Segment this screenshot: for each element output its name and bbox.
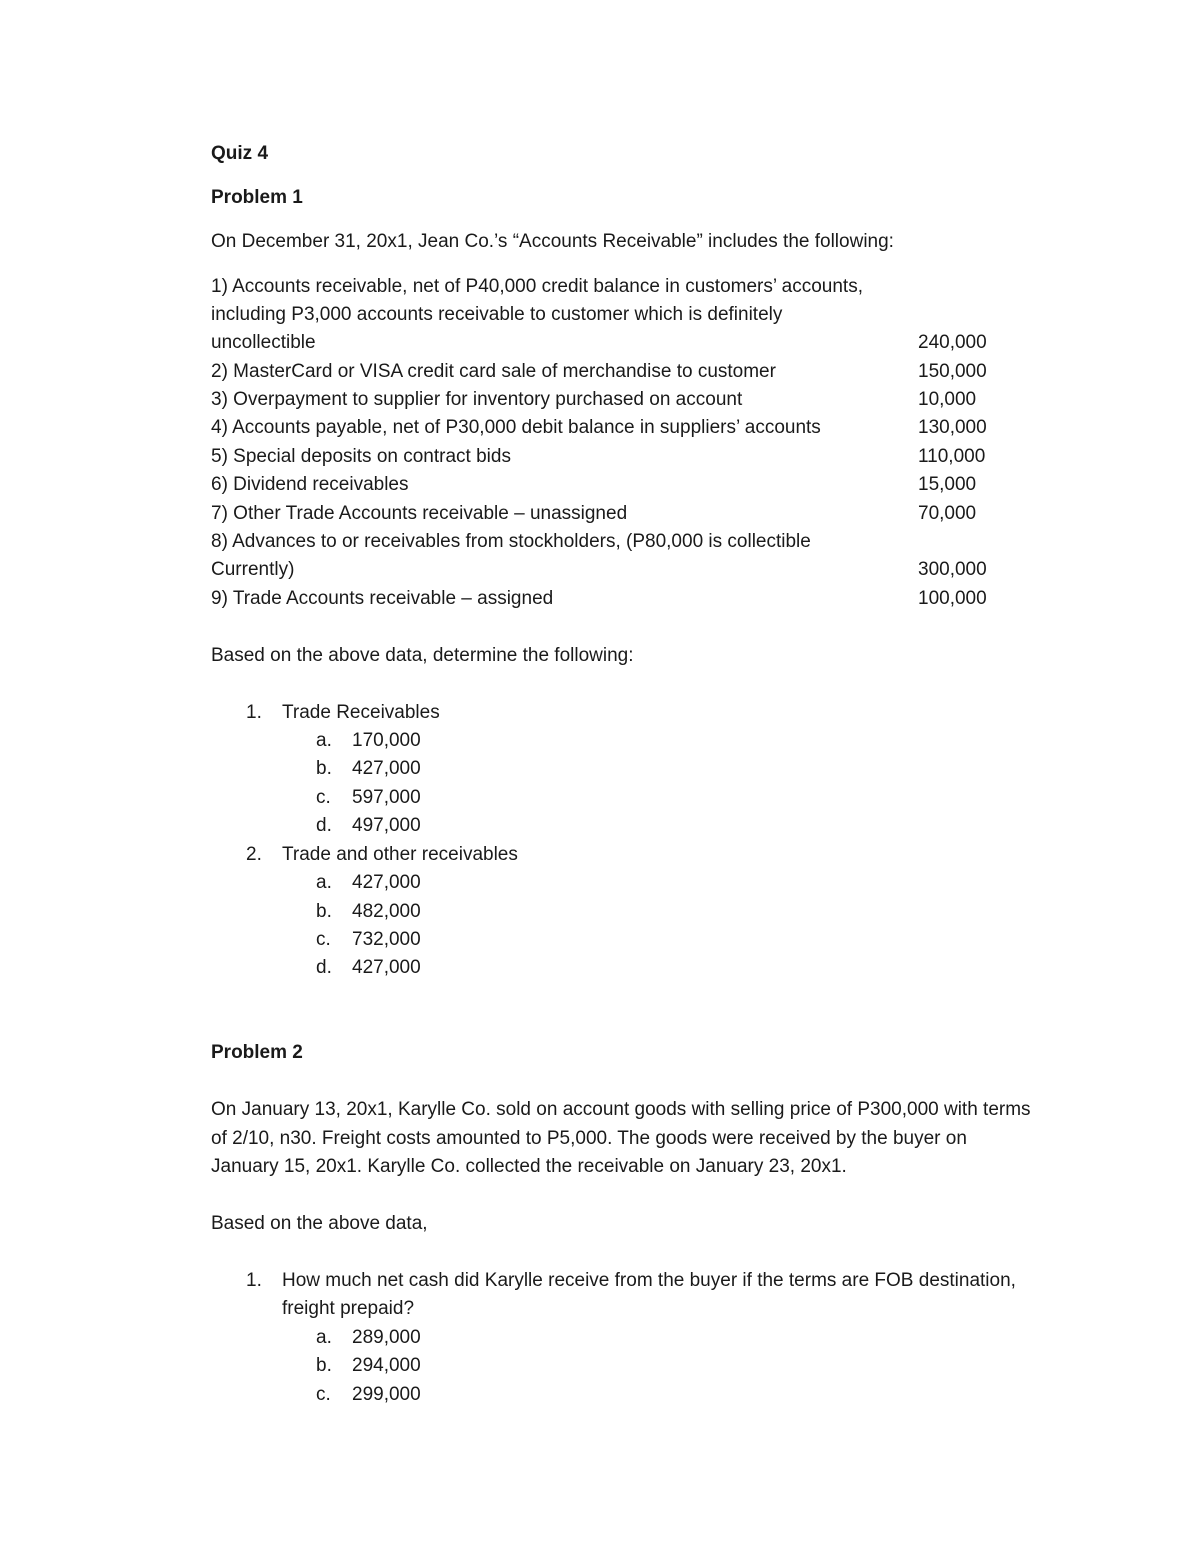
item-amount: 110,000 [918, 446, 986, 467]
item-amount: 70,000 [918, 503, 977, 524]
paragraph-line: January 15, 20x1. Karylle Co. collected the receivable on January 23, 20x1. [211, 1156, 847, 1177]
problem1-heading: Problem 1 [211, 187, 303, 208]
item-amount: 15,000 [918, 474, 977, 495]
item-amount: 130,000 [918, 417, 987, 438]
problem2-heading: Problem 2 [211, 1042, 303, 1063]
item-line: 9) Trade Accounts receivable – assigned [211, 588, 554, 609]
option-value: 289,000 [352, 1327, 421, 1348]
option-value: 497,000 [352, 815, 421, 836]
option-letter: a. [316, 872, 332, 893]
item-amount: 240,000 [918, 332, 987, 353]
option-value: 294,000 [352, 1355, 421, 1376]
option-letter: c. [316, 929, 331, 950]
item-amount: 10,000 [918, 389, 977, 410]
item-line: 5) Special deposits on contract bids [211, 446, 511, 467]
item-line: Currently) [211, 559, 295, 580]
item-amount: 300,000 [918, 559, 987, 580]
question-text: How much net cash did Karylle receive from the buyer if the terms are FOB destination, [282, 1270, 1016, 1291]
option-value: 482,000 [352, 901, 421, 922]
option-letter: d. [316, 815, 332, 836]
item-line: 2) MasterCard or VISA credit card sale of merchandise to customer [211, 361, 776, 382]
quiz-title: Quiz 4 [211, 143, 269, 164]
item-line: uncollectible [211, 332, 316, 353]
paragraph-line: of 2/10, n30. Freight costs amounted to P5,000. The goods were received by the buyer on [211, 1128, 967, 1149]
item-line: 3) Overpayment to supplier for inventory purchased on account [211, 389, 743, 410]
question-number: 1. [246, 702, 262, 723]
option-value: 170,000 [352, 730, 421, 751]
item-line: 7) Other Trade Accounts receivable – unassigned [211, 503, 628, 524]
option-value: 299,000 [352, 1384, 421, 1405]
option-letter: c. [316, 787, 331, 808]
option-letter: a. [316, 730, 332, 751]
option-letter: a. [316, 1327, 332, 1348]
option-letter: b. [316, 758, 332, 779]
option-letter: b. [316, 1355, 332, 1376]
problem1-prompt: Based on the above data, determine the following: [211, 645, 634, 666]
item-line: 8) Advances to or receivables from stockholders, (P80,000 is collectible [211, 531, 811, 552]
question-text: freight prepaid? [282, 1298, 415, 1319]
item-line: 4) Accounts payable, net of P30,000 debit balance in suppliers’ accounts [211, 417, 821, 438]
question-number: 1. [246, 1270, 262, 1291]
item-amount: 100,000 [918, 588, 987, 609]
option-letter: c. [316, 1384, 331, 1405]
item-line: 6) Dividend receivables [211, 474, 409, 495]
problem2-prompt: Based on the above data, [211, 1213, 428, 1234]
question-text: Trade Receivables [282, 702, 440, 723]
paragraph-line: On January 13, 20x1, Karylle Co. sold on account goods with selling price of P300,000 with terms [211, 1099, 1031, 1120]
item-line: including P3,000 accounts receivable to customer which is definitely [211, 304, 783, 325]
item-amount: 150,000 [918, 361, 987, 382]
option-value: 427,000 [352, 872, 421, 893]
question-text: Trade and other receivables [282, 844, 518, 865]
option-value: 427,000 [352, 957, 421, 978]
problem1-intro: On December 31, 20x1, Jean Co.’s “Accounts Receivable” includes the following: [211, 231, 894, 252]
option-value: 597,000 [352, 787, 421, 808]
option-value: 427,000 [352, 758, 421, 779]
question-number: 2. [246, 844, 262, 865]
option-letter: b. [316, 901, 332, 922]
option-value: 732,000 [352, 929, 421, 950]
item-line: 1) Accounts receivable, net of P40,000 credit balance in customers’ accounts, [211, 276, 863, 297]
option-letter: d. [316, 957, 332, 978]
